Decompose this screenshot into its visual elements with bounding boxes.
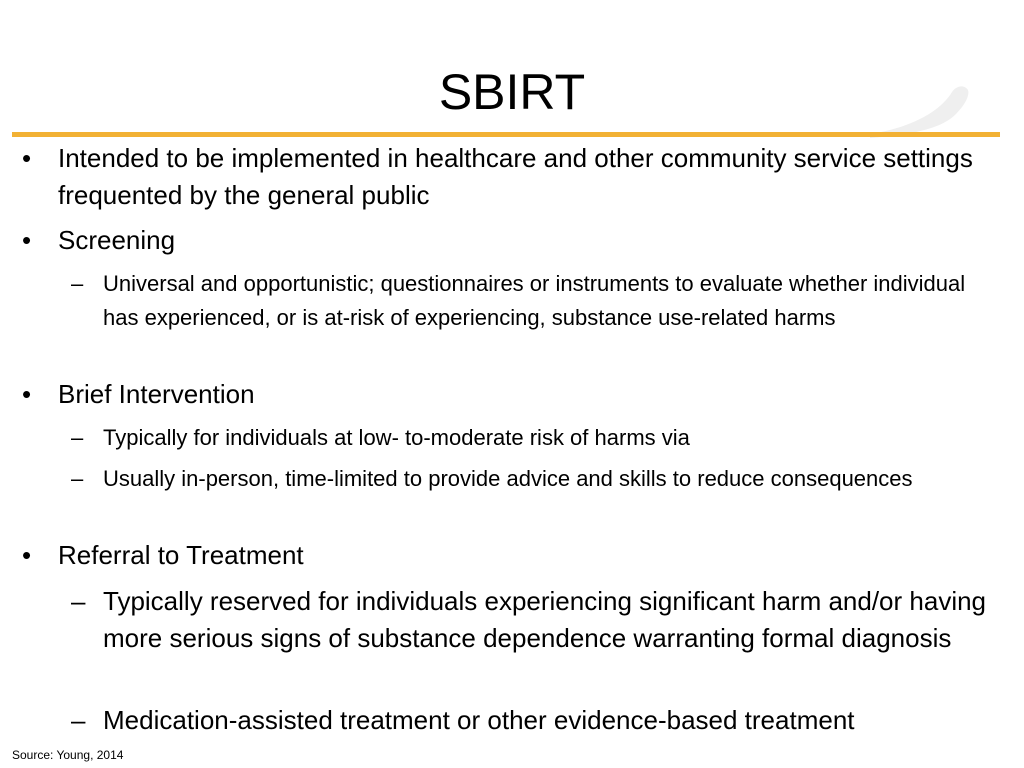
bullet-marker: • bbox=[22, 143, 32, 173]
sub-bullet-marker: – bbox=[71, 466, 84, 491]
sub-bullet-item bbox=[71, 421, 1003, 455]
sub-bullet-marker: – bbox=[71, 586, 86, 616]
bullet-marker: • bbox=[22, 225, 32, 255]
sub-bullet-marker: – bbox=[71, 705, 86, 735]
title-underline bbox=[12, 132, 1000, 137]
sub-bullet-text: Typically reserved for individuals experiencing significant harm and/or having more serious signs of substance dependence warranting formal diagnosis bbox=[103, 586, 987, 653]
sub-bullet-text: Usually in-person, time-limited to provide advice and skills to reduce consequences bbox=[103, 466, 913, 491]
bullet-item bbox=[22, 537, 1013, 574]
bullet-marker: • bbox=[22, 379, 32, 409]
sub-bullet-text: Typically for individuals at low- to-moderate risk of harms via bbox=[103, 425, 690, 450]
sub-bullet-marker: – bbox=[71, 271, 84, 296]
bullet-item bbox=[22, 222, 1013, 259]
bullet-marker: • bbox=[22, 540, 32, 570]
sub-bullet-text: Universal and opportunistic; questionnaires or instruments to evaluate whether individual has experienced, or is at-risk of experiencing, substance use-related harms bbox=[103, 271, 966, 330]
sub-bullet-item bbox=[71, 462, 1003, 496]
sub-bullet-text: Medication-assisted treatment or other evidence-based treatment bbox=[103, 705, 855, 735]
sub-bullet-item bbox=[71, 702, 1013, 739]
bullet-text: Intended to be implemented in healthcare and other community service settings frequented by the general public bbox=[58, 143, 973, 210]
bullet-text: Referral to Treatment bbox=[58, 540, 304, 570]
bullet-item bbox=[22, 140, 1013, 214]
bullet-item bbox=[22, 376, 1013, 413]
sub-bullet-item bbox=[71, 583, 1013, 657]
bullet-text: Screening bbox=[58, 225, 176, 255]
sub-bullet-item bbox=[71, 267, 1003, 335]
sub-bullet-marker: – bbox=[71, 425, 84, 450]
source-citation: Source: Young, 2014 bbox=[12, 748, 124, 762]
slide-title: SBIRT bbox=[438, 64, 586, 120]
bullet-text: Brief Intervention bbox=[58, 379, 255, 409]
